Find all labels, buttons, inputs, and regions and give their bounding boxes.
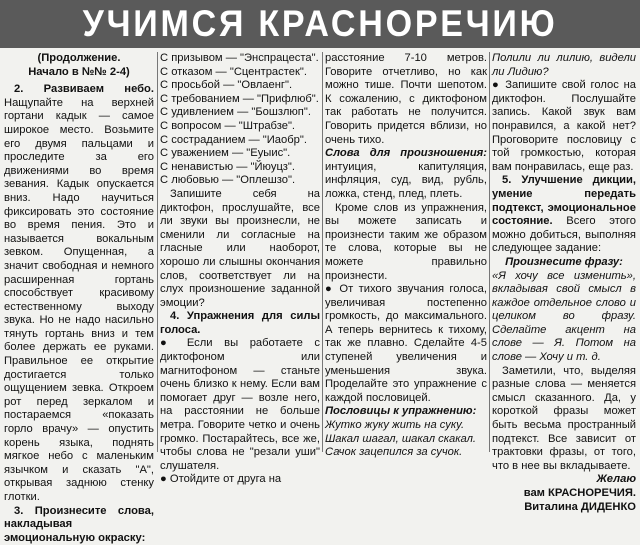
paragraph: С уважением — "Еуыис". [160,147,291,160]
paragraph: Заметили, что, выделяя разные слова — меняется смысл сказанного. Да, у короткой фразы может быть весьма пространный подтекст. Все зависит от трактовки фразы, от того, что в нее вы вкладываете. [492,364,636,472]
paragraph-heading: 2. Развиваем небо. [14,83,154,96]
paragraph: С отказом — "Сцентрастек". [160,65,307,78]
paragraph: (Продолжение. [37,52,121,64]
paragraph: 4. Упражнения для силы голоса. [160,310,320,336]
paragraph: ● Запишите свой голос на диктофон. Послушайте запись. Какой звук вам понравился, а какой нет? Проговорите пословицу с той громкостью, которая вам понравилась, еще раз. [492,79,636,173]
column-1 [4,52,154,544]
paragraph-heading: Слова для произношения: [325,147,487,160]
paragraph: Пословицы к упражнению: [325,405,477,418]
paragraph: расстояние 7-10 метров. Говорите отчетливо, но как можно тише. Почти шепотом. К сожалению, с диктофоном так работать не получится. Говорить придется вблизи, но очень тихо. [325,52,487,146]
paragraph: С ненавистью — "Йюуцз". [160,160,296,173]
paragraph: С вопросом — "Штрабзе". [160,119,296,132]
paragraph-text: Нащупайте на верхней гортани кадык — самое широкое место. Возьмите его двумя пальцами и проследите за его движениями во время зевания. Кадык опускается вниз. Надо научиться фиксировать это состояние во время пения. Это и называется вокальным зевком. Опущенная, а значит свободная и немного расширенная гортань способствует красивому естественному выходу звука. Но не надо насильно тянуть гортань вниз и тем более держать ее руками. Правильное ее открытие достигается только ощущением зевка. Откроем рот перед зеркалом и постараемся «показать горло врачу» — опустить корень языка, поднять мягкое небо с маленьким язычком и сказать "А", открывая заднюю стенку глотки. [4,96,154,503]
paragraph [492,174,636,256]
paragraph: Запишите себя на диктофон, прослушайте, все ли звуки вы произнесли, не сменили ли согласные на гласные или наоборот, хорошо ли слышны окончания слов, соответствует ли на слух произношение заданной эмоции? [160,187,320,309]
paragraph: Полили ли лилию, видели ли Лидию? [492,52,636,78]
paragraph: Жутко жуку жить на суку. [325,419,465,432]
paragraph: вам КРАСНОРЕЧИЯ. [523,487,636,499]
column-divider [322,52,323,452]
paragraph: С просьбой — "Овлаенг". [160,79,293,92]
paragraph: Сачок зацепился за сучок. [325,446,463,459]
paragraph: 3. Произнесите слова, накладывая эмоциональную окраску: [4,504,154,544]
column-divider [157,52,158,452]
column-2 [160,52,320,486]
paragraph: С требованием — "Прифлюб". [160,92,319,105]
paragraph: Произнесите фразу: [505,255,623,268]
paragraph: «Я хочу все изменить», вкладывая свой смысл в каждое отдельное слово и целиком во фразу. Сделайте акцент на слове — Я. Потом на слове — Хочу и т. д. [492,269,636,364]
paragraph: ● Если вы работаете с диктофоном или магнитофоном — станьте очень близко к нему. Если вам помогает друг — возле него, на расстоянии не больше метра. Говорите четко и очень громко. Постарайтесь, все же, чтобы слова не "резали уши" слушателя. [160,337,320,472]
paragraph: С любовью — "Оплешзо". [160,174,296,187]
column-3 [325,52,487,459]
paragraph-text: интуиция, капитуляция, инфляция, суд, вид, рубль, ложка, стенд, плед, плеть. [325,160,487,200]
paragraph: ● От тихого звучания голоса, увеличивая постепенно громкость, до максимального. А теперь вернитесь к тихому, так же плавно. Сделайте 4-5 ступеней увеличения и уменьшения звука. Проделайте это упражнение с каждой пословицей. [325,283,487,404]
paragraph: С призывом — "Энспрацеста". [160,52,319,64]
paragraph-text: Всего этого можно добиться, выполняя следующее задание: [492,215,636,255]
paragraph: Кроме слов из упражнения, вы можете записать и произнести таким же образом те слова, которые вы не можете правильно произнести. [325,201,487,282]
paragraph-heading: 5. Улучшение дикции, умение передать подтекст, эмоциональное состояние. [492,174,636,228]
article-title: УЧИМСЯ КРАСНОРЕЧИЮ [82,3,558,44]
paragraph: Желаю [596,473,636,486]
column-4 [492,52,636,513]
paragraph: Начало в №№ 2-4) [28,65,130,78]
paragraph [4,83,154,504]
paragraph [325,147,487,201]
paragraph: ● Отойдите от друга на [160,473,282,486]
paragraph: С состраданием — "Иаобр". [160,133,307,146]
column-divider [489,52,490,452]
paragraph: С удивлением — "Бошзлюп". [160,106,311,119]
title-banner [0,0,640,48]
paragraph: Виталина ДИДЕНКО [524,500,636,513]
paragraph: Шакал шагал, шакал скакал. [325,432,477,445]
